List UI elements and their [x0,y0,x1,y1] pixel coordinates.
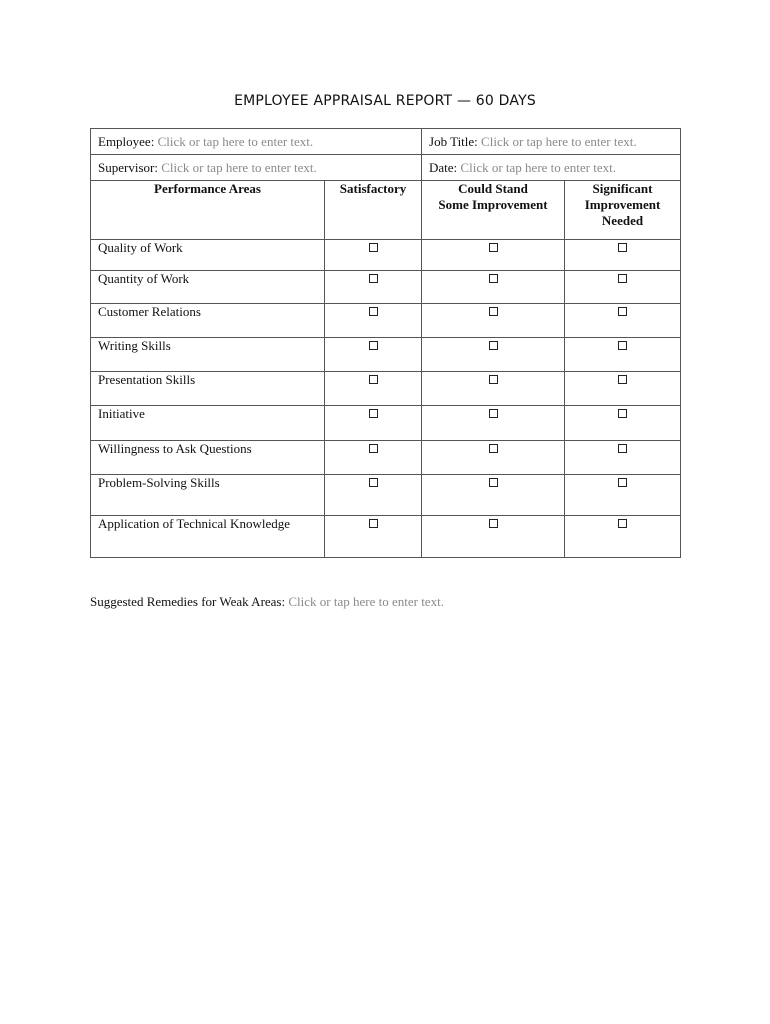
appraisal-table [90,128,681,558]
checkbox-satisfactory[interactable] [369,307,378,316]
cell-could-improve [422,516,565,558]
checkbox-could-improve[interactable] [489,519,498,528]
cell-satisfactory [325,406,422,441]
checkbox-significant[interactable] [618,375,627,384]
checkbox-significant[interactable] [618,519,627,528]
column-header-could-improve [422,181,565,240]
performance-area-label: Initiative [91,406,325,441]
cell-could-improve [422,271,565,304]
checkbox-satisfactory[interactable] [369,478,378,487]
area-rows [91,240,681,558]
performance-area-label: Willingness to Ask Questions [91,441,325,475]
checkbox-significant[interactable] [618,243,627,252]
table-row [91,304,681,338]
cell-significant [565,271,681,304]
employee-label: Employee: [98,134,155,149]
job-title-label: Job Title: [429,134,478,149]
column-header-significant-line3: Needed [601,213,644,228]
supervisor-field[interactable]: Click or tap here to enter text. [161,160,317,175]
job-title-cell [422,129,681,155]
cell-significant [565,406,681,441]
checkbox-could-improve[interactable] [489,375,498,384]
cell-satisfactory [325,516,422,558]
checkbox-significant[interactable] [618,444,627,453]
info-row-1 [91,129,681,155]
checkbox-satisfactory[interactable] [369,444,378,453]
cell-could-improve [422,240,565,271]
checkbox-significant[interactable] [618,341,627,350]
column-header-significant-line1: Significant [592,181,653,196]
cell-satisfactory [325,304,422,338]
checkbox-significant[interactable] [618,307,627,316]
performance-area-label: Customer Relations [91,304,325,338]
cell-satisfactory [325,441,422,475]
checkbox-could-improve[interactable] [489,341,498,350]
supervisor-cell [91,155,422,181]
column-header-satisfactory: Satisfactory [325,181,422,240]
column-header-significant [565,181,681,240]
checkbox-could-improve[interactable] [489,274,498,283]
checkbox-could-improve[interactable] [489,307,498,316]
table-row [91,372,681,406]
checkbox-could-improve[interactable] [489,444,498,453]
checkbox-significant[interactable] [618,274,627,283]
cell-significant [565,240,681,271]
column-header-areas: Performance Areas [91,181,325,240]
checkbox-could-improve[interactable] [489,409,498,418]
cell-satisfactory [325,475,422,516]
checkbox-could-improve[interactable] [489,243,498,252]
remedies-label: Suggested Remedies for Weak Areas: [90,594,286,609]
cell-satisfactory [325,338,422,372]
date-field[interactable]: Click or tap here to enter text. [460,160,617,175]
remedies-field[interactable]: Click or tap here to enter text. [288,594,444,609]
table-row [91,406,681,441]
cell-significant [565,475,681,516]
cell-satisfactory [325,271,422,304]
job-title-field[interactable]: Click or tap here to enter text. [481,134,637,149]
checkbox-satisfactory[interactable] [369,274,378,283]
checkbox-satisfactory[interactable] [369,243,378,252]
table-header-row [91,181,681,240]
checkbox-significant[interactable] [618,478,627,487]
employee-cell [91,129,422,155]
table-row [91,338,681,372]
page-title: EMPLOYEE APPRAISAL REPORT — 60 DAYS [234,93,536,109]
performance-area-label: Quality of Work [91,240,325,271]
table-row [91,240,681,271]
column-header-significant-line2: Improvement [584,197,661,212]
info-row-2 [91,155,681,181]
checkbox-could-improve[interactable] [489,478,498,487]
supervisor-label: Supervisor: [98,160,158,175]
cell-could-improve [422,304,565,338]
checkbox-satisfactory[interactable] [369,409,378,418]
cell-significant [565,372,681,406]
cell-could-improve [422,338,565,372]
column-header-could-improve-line1: Could Stand [458,181,528,196]
cell-could-improve [422,372,565,406]
checkbox-satisfactory[interactable] [369,519,378,528]
performance-area-label: Application of Technical Knowledge [91,516,325,558]
cell-significant [565,338,681,372]
cell-could-improve [422,441,565,475]
date-label: Date: [429,160,458,175]
column-header-could-improve-line2: Some Improvement [438,197,548,212]
table-row [91,271,681,304]
cell-could-improve [422,406,565,441]
table-row [91,475,681,516]
performance-area-label: Writing Skills [91,338,325,372]
cell-significant [565,516,681,558]
checkbox-satisfactory[interactable] [369,375,378,384]
performance-area-label: Presentation Skills [91,372,325,406]
cell-satisfactory [325,372,422,406]
remedies-line [90,594,444,610]
cell-significant [565,304,681,338]
date-cell [422,155,681,181]
performance-area-label: Quantity of Work [91,271,325,304]
cell-significant [565,441,681,475]
table-row [91,516,681,558]
employee-field[interactable]: Click or tap here to enter text. [157,134,314,149]
table-row [91,441,681,475]
cell-could-improve [422,475,565,516]
checkbox-significant[interactable] [618,409,627,418]
cell-satisfactory [325,240,422,271]
performance-area-label: Problem-Solving Skills [91,475,325,516]
checkbox-satisfactory[interactable] [369,341,378,350]
